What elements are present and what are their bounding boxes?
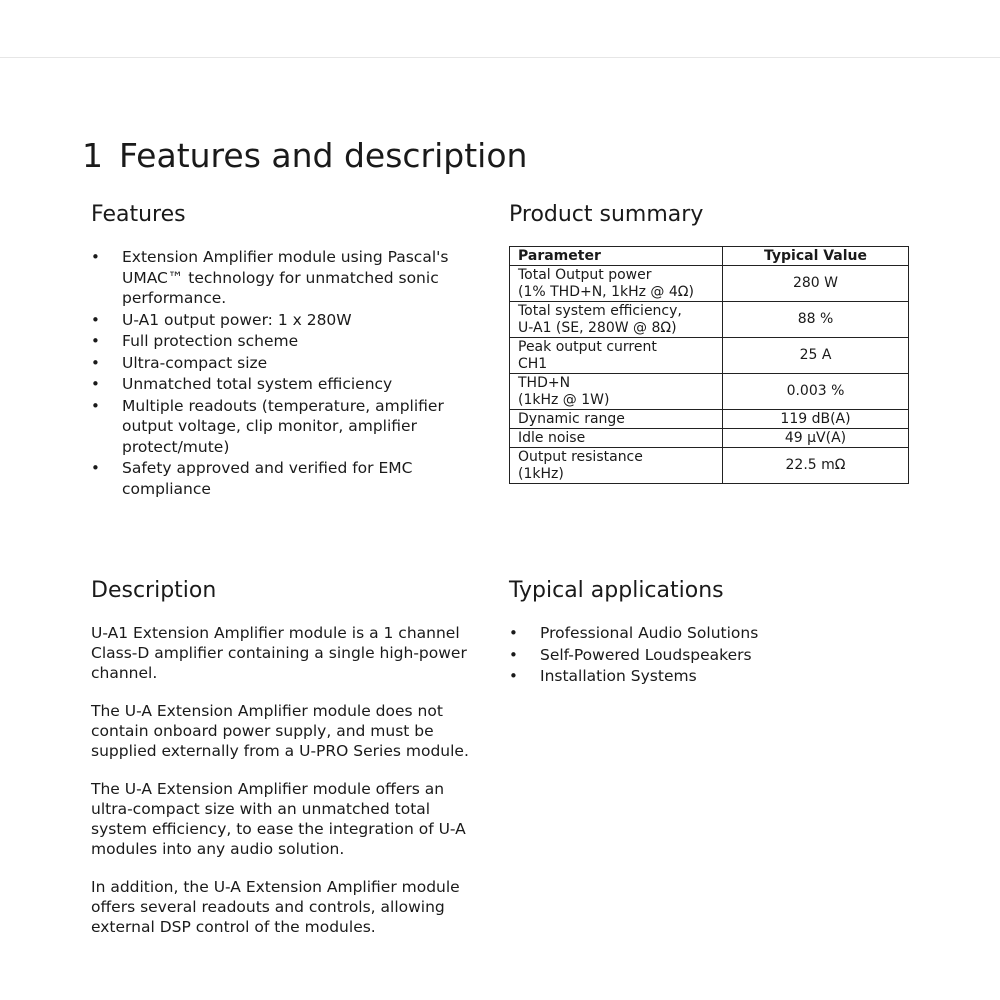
- parameter-line: Dynamic range: [518, 410, 625, 427]
- parameter-cell: [510, 429, 723, 448]
- parameter-cell: [510, 410, 723, 429]
- section-title: Features and description: [119, 136, 528, 175]
- bullet-icon: •: [91, 310, 100, 329]
- feature-text: Ultra-compact size: [122, 353, 268, 372]
- description-paragraph: The U-A Extension Amplifier module offers an ultra-compact size with an unmatched total system efficiency, to ease the integration of U-A modules into any audio solution.: [91, 780, 466, 858]
- product-summary-heading: Product summary: [509, 202, 704, 227]
- table-header-row: [510, 247, 909, 266]
- feature-item: [91, 374, 471, 395]
- application-text: Self-Powered Loudspeakers: [540, 645, 752, 664]
- bullet-icon: •: [509, 645, 518, 664]
- applications-list: [509, 623, 889, 688]
- parameter-line: (1kHz): [518, 465, 564, 482]
- typical-applications-heading: Typical applications: [509, 578, 724, 603]
- parameter-line: Peak output current: [518, 338, 657, 355]
- features-heading: Features: [91, 202, 186, 227]
- application-item: [509, 666, 889, 687]
- application-text: Professional Audio Solutions: [540, 624, 759, 642]
- table-row: [510, 429, 909, 448]
- table-row: [510, 374, 909, 410]
- feature-item: [91, 310, 471, 331]
- parameter-cell: [510, 374, 723, 410]
- parameter-line: Idle noise: [518, 429, 586, 446]
- description-heading: Description: [91, 578, 217, 603]
- table-row: [510, 302, 909, 338]
- feature-item: [91, 396, 471, 458]
- column-header-parameter: Parameter: [510, 247, 723, 266]
- parameter-line: (1% THD+N, 1kHz @ 4Ω): [518, 283, 694, 300]
- top-divider: [0, 57, 1000, 58]
- feature-text: U-A1 output power: 1 x 280W: [122, 310, 352, 329]
- feature-text: Safety approved and verified for EMC compliance: [122, 459, 413, 498]
- bullet-icon: •: [91, 459, 100, 477]
- table-row: [510, 448, 909, 484]
- parameter-line: Total Output power: [518, 266, 652, 283]
- parameter-cell: [510, 302, 723, 338]
- parameter-line: THD+N: [518, 374, 571, 391]
- parameter-cell: [510, 266, 723, 302]
- table-row: [510, 338, 909, 374]
- application-item: [509, 645, 889, 666]
- value-cell: 119 dB(A): [723, 410, 909, 429]
- bullet-icon: •: [91, 332, 100, 350]
- bullet-icon: •: [509, 667, 518, 685]
- feature-item: [91, 458, 471, 499]
- feature-item: [91, 331, 471, 352]
- application-item: [509, 623, 889, 644]
- feature-text: Full protection scheme: [122, 332, 299, 350]
- bullet-icon: •: [91, 353, 100, 372]
- value-cell: 280 W: [723, 266, 909, 302]
- parameter-line: Output resistance: [518, 448, 643, 465]
- parameter-cell: [510, 448, 723, 484]
- parameter-line: CH1: [518, 355, 548, 372]
- feature-text: Unmatched total system efficiency: [122, 375, 393, 393]
- parameter-cell: [510, 338, 723, 374]
- value-cell: 88 %: [723, 302, 909, 338]
- parameter-line: Total system efficiency,: [518, 302, 682, 319]
- table-row: [510, 410, 909, 429]
- table-row: [510, 266, 909, 302]
- page-title: [82, 134, 527, 178]
- description-paragraph: U-A1 Extension Amplifier module is a 1 channel Class-D amplifier containing a single high-power channel.: [91, 624, 467, 682]
- description-paragraph: The U-A Extension Amplifier module does not contain onboard power supply, and must be supplied externally from a U-PRO Series module.: [91, 702, 469, 760]
- value-cell: 0.003 %: [723, 374, 909, 410]
- parameter-line: (1kHz @ 1W): [518, 391, 610, 408]
- application-text: Installation Systems: [540, 667, 697, 685]
- description-paragraph: In addition, the U-A Extension Amplifier module offers several readouts and controls, allowing external DSP control of the modules.: [91, 878, 460, 936]
- features-list: [91, 247, 471, 500]
- feature-item: [91, 247, 471, 309]
- value-cell: 25 A: [723, 338, 909, 374]
- feature-text: Multiple readouts (temperature, amplifier output voltage, clip monitor, amplifier protect/mute): [122, 396, 444, 456]
- value-cell: 22.5 mΩ: [723, 448, 909, 484]
- parameter-line: U-A1 (SE, 280W @ 8Ω): [518, 319, 677, 336]
- feature-text: Extension Amplifier module using Pascal's UMAC™ technology for unmatched sonic performance.: [122, 248, 449, 307]
- section-number: 1: [82, 136, 103, 175]
- value-cell: 49 µV(A): [723, 429, 909, 448]
- bullet-icon: •: [91, 396, 100, 415]
- product-summary-table: [509, 246, 909, 484]
- bullet-icon: •: [91, 248, 100, 266]
- bullet-icon: •: [91, 375, 100, 393]
- feature-item: [91, 353, 471, 374]
- column-header-typical-value: Typical Value: [723, 247, 909, 266]
- bullet-icon: •: [509, 624, 518, 642]
